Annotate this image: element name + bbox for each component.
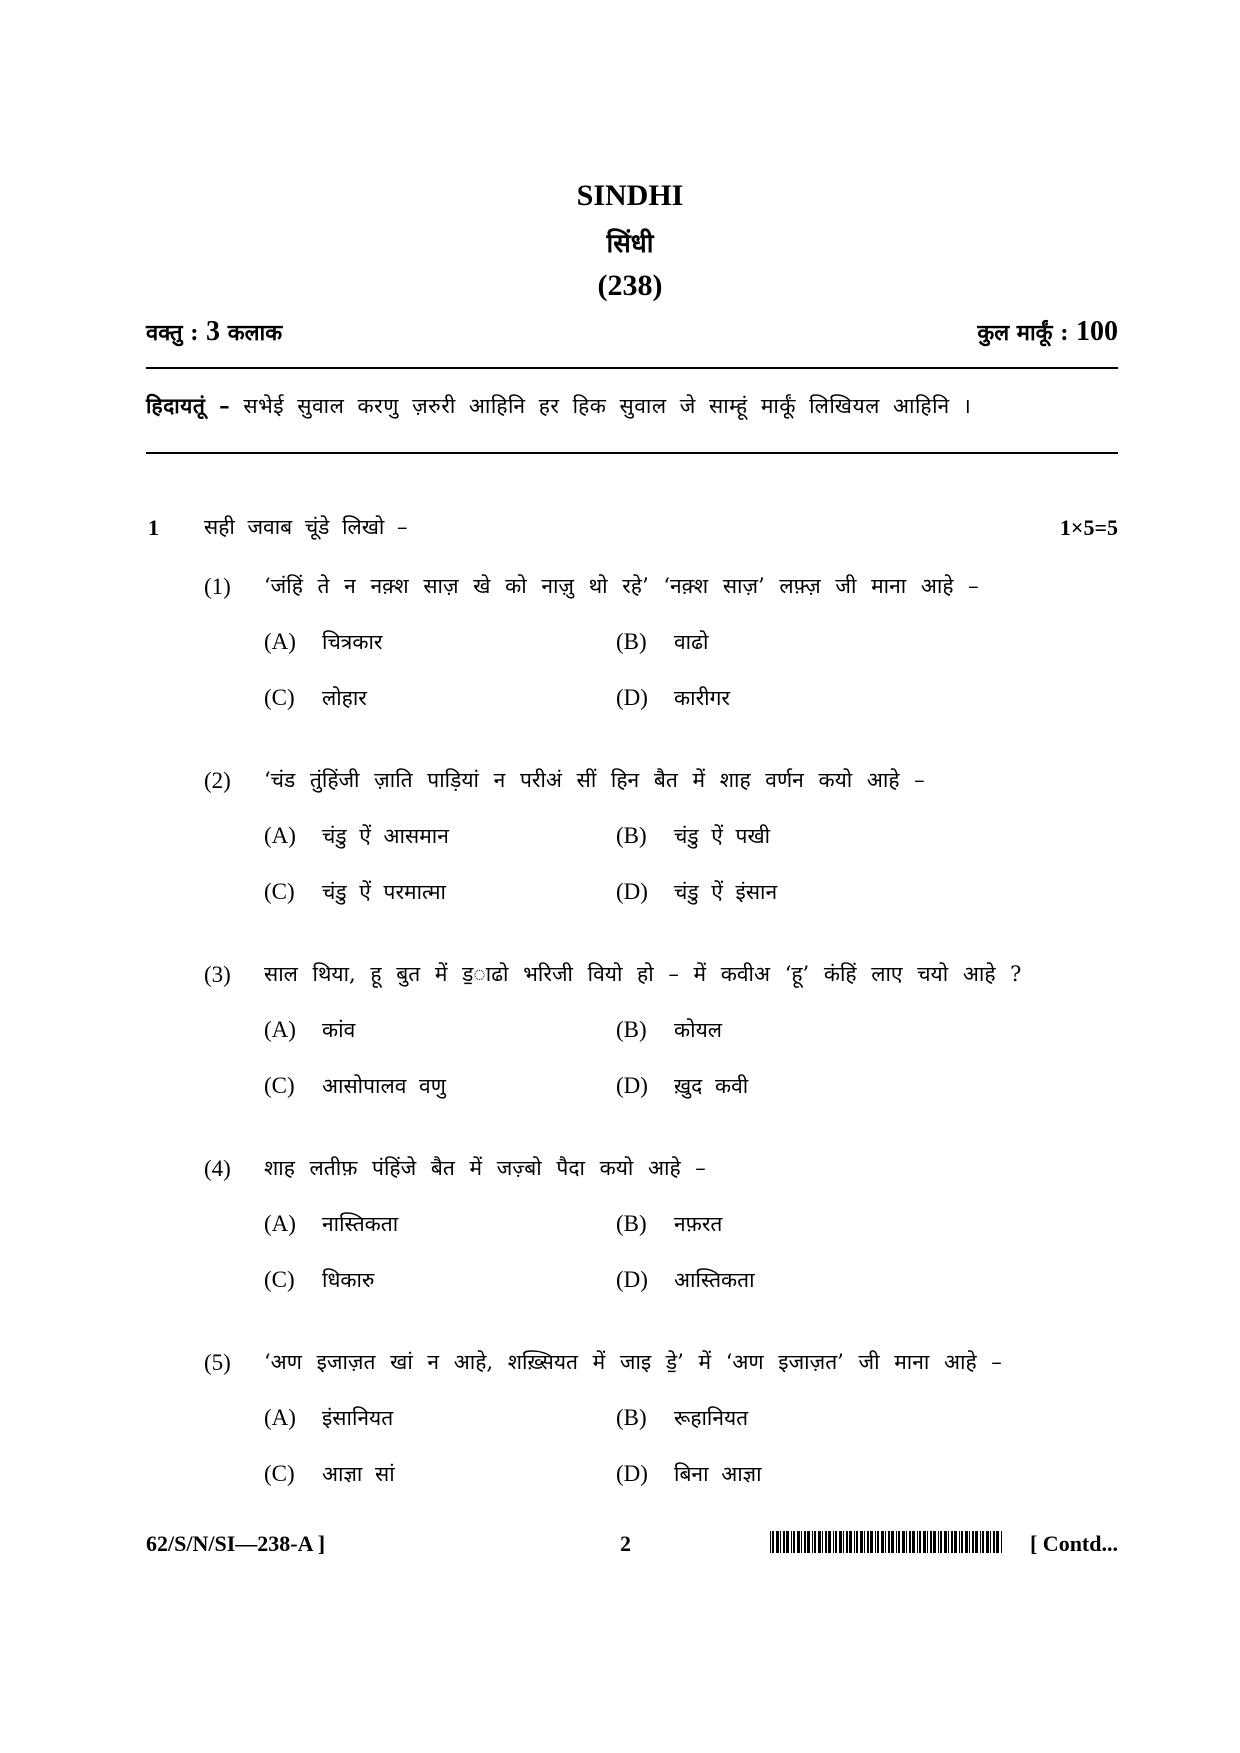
sub-question-number: (5) [204,1350,231,1375]
option-label: (A) [264,1211,296,1236]
option-label: (B) [616,629,647,654]
instructions-label: हिदायतूं – [146,393,231,418]
option-label: (D) [616,1267,648,1292]
sub-question-text: शाह लतीफ़ पंहिंजे बैत में जज़्बो पैदा कयो आहे – [264,1156,706,1180]
option-text: रूहानियत [674,1406,749,1430]
option-text: कारीगर [674,686,731,710]
instructions [146,392,1118,420]
question-number: 1 [148,515,159,540]
sub-question-text: ‘जंहिं ते न नक़्श साज़ खे को नाज़ु थो रहे’ ‘नक़्श साज़’ लफ़्ज़ जी माना आहे – [264,574,979,598]
divider-bottom [146,452,1118,454]
option-c [264,684,367,712]
option-c [264,1460,395,1488]
divider-top [146,367,1118,369]
option-text: आज्ञा सां [322,1462,395,1486]
option-b [616,628,708,656]
option-text: वाढो [674,630,709,654]
option-label: (C) [264,685,295,710]
option-text: आसोपालव वणु [322,1074,446,1098]
paper-code: 62/S/N/SI—238-A ] [146,1531,326,1556]
option-label: (B) [616,823,647,848]
option-text: बिना आज्ञा [674,1462,762,1486]
option-label: (A) [264,1405,296,1430]
option-text: नफ़रत [674,1212,723,1236]
option-a [264,1016,355,1044]
option-text: चंडु ऐं परमात्मा [322,880,446,904]
option-d [616,1266,755,1294]
option-label: (A) [264,1017,296,1042]
sub-question-text: ‘चंड तुंहिंजी ज़ाति पाड़ियां न परीअं सीं हिन बैत में शाह वर्णन कयो आहे – [264,768,925,792]
option-label: (D) [616,1073,648,1098]
option-b [616,822,770,850]
sub-question [204,1350,1124,1530]
option-c [264,878,446,906]
option-label: (D) [616,685,648,710]
sub-question-number: (2) [204,768,231,793]
option-label: (B) [616,1405,647,1430]
marks-label: कुल मार्कूं : [977,320,1069,346]
option-label: (B) [616,1211,647,1236]
option-label: (D) [616,1461,648,1486]
option-label: (C) [264,1267,295,1292]
option-text: कांव [322,1018,356,1042]
total-marks [977,316,1118,348]
option-a [264,822,449,850]
option-text: आस्तिकता [674,1268,755,1292]
question-text: सही जवाब चूंडे लिखो – [204,515,408,539]
marks-value: 100 [1076,316,1118,347]
option-label: (C) [264,1461,295,1486]
time-allowed [146,316,282,348]
option-text: चंडु ऐं पखी [674,824,771,848]
sub-question [204,962,1124,1142]
question-marks: 1×5=5 [1059,515,1118,540]
option-label: (A) [264,823,296,848]
time-value: 3 [206,316,221,347]
sub-question [204,1156,1124,1336]
option-text: इंसानियत [322,1406,394,1430]
option-text: चंडु ऐं इंसान [674,880,778,904]
option-c [264,1072,446,1100]
sub-question-text: ‘अण इजाज़त खां न आहे, शख़्सियत में जाइ डे॒’ में ‘अण इजाज़त’ जी माना आहे – [264,1350,1002,1374]
option-text: चित्रकार [322,630,383,654]
continued-label: [ Contd... [1029,1531,1118,1556]
option-b [616,1404,748,1432]
subject-title: SINDHI [576,179,684,212]
option-text: चंडु ऐं आसमान [322,824,449,848]
option-label: (A) [264,629,296,654]
sub-question-number: (3) [204,962,231,987]
option-d [616,684,730,712]
option-d [616,1072,748,1100]
time-unit: कलाक [227,320,283,346]
option-a [264,1210,398,1238]
barcode-icon [770,1531,1005,1553]
sub-question-text: साल थिया, हू बुत में ड॒ाढो भरिजी वियो हो – में कवीअ ‘हू’ कंहिं लाए चयो आहे ? [264,962,1022,986]
option-b [616,1210,722,1238]
option-d [616,1460,762,1488]
option-c [264,1266,374,1294]
sub-question [204,768,1124,948]
option-a [264,1404,393,1432]
subject-code: (238) [597,269,663,302]
option-label: (B) [616,1017,647,1042]
option-text: धिकारु [322,1268,375,1292]
time-label: वक्तु : [146,320,199,346]
option-text: ख़ुद कवी [674,1074,749,1098]
option-label: (D) [616,879,648,904]
page-number: 2 [620,1531,631,1556]
sub-question [204,574,1124,754]
option-label: (C) [264,1073,295,1098]
sub-question-number: (4) [204,1156,231,1181]
sub-question-number: (1) [204,574,231,599]
option-label: (C) [264,879,295,904]
option-b [616,1016,722,1044]
option-text: नास्तिकता [322,1212,399,1236]
subject-title-hindi: सिंधी [606,229,654,259]
instructions-text: सभेई सुवाल करणु ज़रुरी आहिनि हर हिक सुवाल जे साम्हूं मार्कूं लिखियल आहिनि । [243,394,972,418]
option-d [616,878,777,906]
option-text: कोयल [674,1018,722,1042]
option-a [264,628,383,656]
option-text: लोहार [322,686,367,710]
